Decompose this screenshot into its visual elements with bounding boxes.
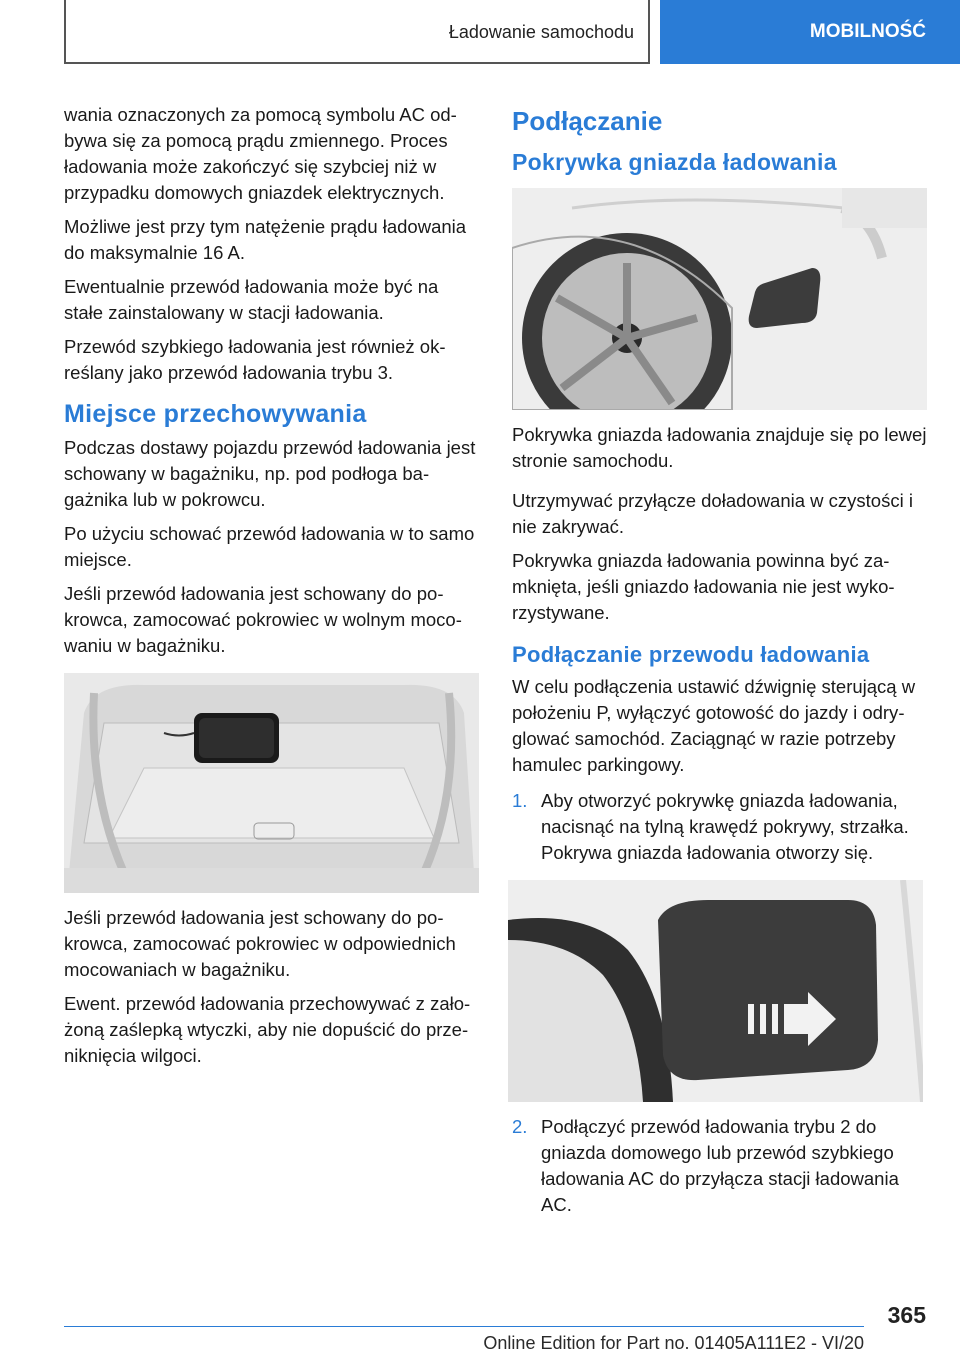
paragraph: Ewentualnie przewód ładowania może być na stałe zainstalowany w stacji ładowania.: [64, 276, 439, 323]
header-chapter-tab[interactable]: [660, 0, 960, 64]
paragraph: Utrzymywać przyłącze doładowania w czystości i nie zakrywać.: [512, 490, 913, 537]
section-heading-connecting-cable: Podłączanie przewodu ładowania: [512, 642, 870, 667]
steps-list: [512, 788, 927, 866]
left-column: [64, 102, 479, 1077]
socket-cover-illustration: [512, 188, 927, 410]
socket-cover-closeup-image: [508, 880, 923, 1102]
paragraph: Podczas dostawy pojazdu przewód ładowania jest schowany w bagażniku, np. pod podłoga bagażnika lub w pokrowcu.: [64, 437, 476, 510]
header-section-title: Ładowanie samochodu: [448, 22, 634, 42]
paragraph: Jeśli przewód ładowania jest schowany do pokrowca, zamocować pokrowiec w wolnym mocowaniu w bagażniku.: [64, 583, 462, 656]
header-chapter-label: MOBILNOŚĆ: [809, 21, 926, 42]
footer-edition-link[interactable]: Online Edition for Part no. 01405A111E2 - VI/20: [483, 1333, 864, 1353]
trunk-image: [64, 673, 479, 893]
list-item: [512, 1114, 927, 1218]
steps-list: [512, 1114, 927, 1218]
socket-cover-open-illustration: [508, 880, 923, 1102]
trunk-illustration: [64, 673, 479, 893]
paragraph: Pokrywka gniazda ładowania znajduje się po lewej stronie samochodu.: [512, 424, 927, 471]
section-heading-socket-cover: Pokrywka gniazda ładowania: [512, 149, 837, 175]
paragraph: Jeśli przewód ładowania jest schowany do pokrowca, zamocować pokrowiec w odpowiednich mocowaniach w bagażniku.: [64, 907, 456, 980]
paragraph: Przewód szybkiego ładowania jest również określany jako przewód ładowania trybu 3.: [64, 336, 446, 383]
paragraph: W celu podłączenia ustawić dźwignię sterującą w położeniu P, wyłączyć gotowość do jazdy i odryglować samochód. Zaciągnąć w razie potrzeby hamulec parkingowy.: [512, 676, 916, 775]
footer-divider: [64, 1326, 864, 1327]
paragraph: Pokrywka gniazda ładowania powinna być zamknięta, jeśli gniazdo ładowania nie jest wykorzystywane.: [512, 550, 895, 623]
step-number: 1.: [512, 790, 528, 811]
step-number: 2.: [512, 1116, 528, 1137]
paragraph: Po użyciu schować przewód ładowania w to samo miejsce.: [64, 523, 475, 570]
paragraph: wania oznaczonych za pomocą symbolu AC odbywa się za pomocą prądu zmiennego. Proces ładowania może zakończyć się szybciej niż w przypadku domowych gniazdek elektrycznych.: [64, 104, 457, 203]
page-number: 365: [887, 1302, 926, 1328]
paragraph: Ewent. przewód ładowania przechowywać z założoną zaślepką wtyczki, aby nie dopuścić do przeniknięcia wilgoci.: [64, 993, 471, 1066]
car-side-image: [512, 188, 927, 410]
list-item: [512, 788, 927, 866]
step-text: Aby otworzyć pokrywkę gniazda ładowania, nacisnąć na tylną krawędź pokrywy, strzałka. Pokrywa gniazda ładowania otworzy się.: [541, 790, 909, 863]
step-text: Podłączyć przewód ładowania trybu 2 do gniazda domowego lub przewód szybkiego ładowania AC do przyłącza stacji ładowania AC.: [541, 1116, 899, 1215]
page-title: Podłączanie: [512, 106, 663, 136]
section-heading-storage: Miejsce przechowywania: [64, 400, 367, 428]
right-column: [512, 102, 927, 1226]
paragraph: Możliwe jest przy tym natężenie prądu ładowania do maksymalnie 16 A.: [64, 216, 467, 263]
